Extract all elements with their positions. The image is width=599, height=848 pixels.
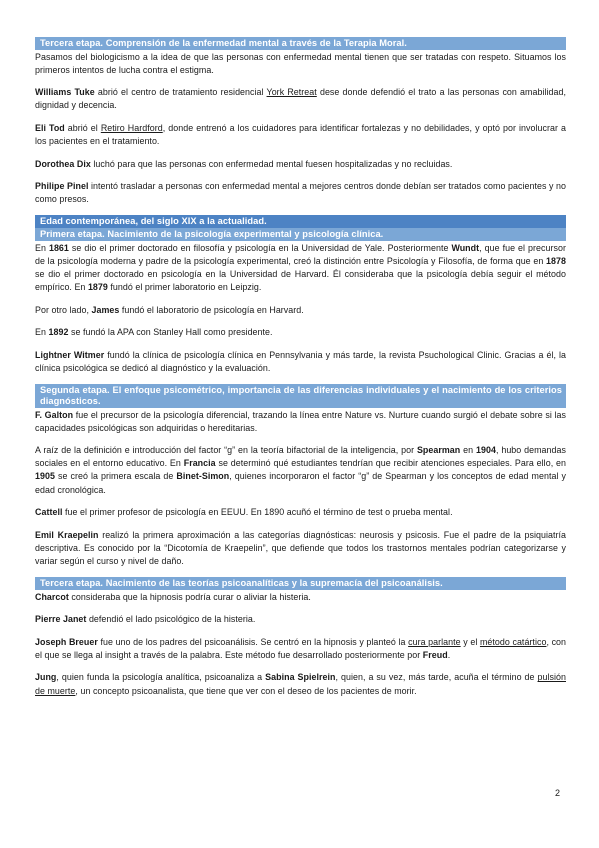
paragraph bbox=[35, 180, 566, 206]
year: 1879 bbox=[87, 282, 108, 293]
paragraph-text: en bbox=[460, 445, 476, 456]
paragraph bbox=[35, 636, 566, 662]
heading-block bbox=[35, 384, 566, 408]
page-content bbox=[35, 37, 566, 698]
person-name: Sabina Spielrein bbox=[265, 672, 336, 683]
person-name: Wundt bbox=[451, 242, 480, 253]
paragraph-text: intentó trasladar a personas con enfermedad mental a mejores centros donde debían ser tratados como pacientes y no como presos. bbox=[35, 181, 567, 205]
paragraph bbox=[35, 529, 566, 568]
paragraph bbox=[35, 613, 566, 626]
person-name: Eli Tod bbox=[35, 122, 65, 133]
paragraph-text: fue el precursor de la psicología diferencial, trazando la línea entre Nature vs. Nurture cuando surgió el debate sobre si las capacidades psicológicas son adquiridas o hereditarias. bbox=[35, 409, 566, 433]
paragraph bbox=[35, 506, 566, 519]
paragraph-text: fundó el laboratorio de psicología en Harvard. bbox=[119, 304, 304, 315]
paragraph bbox=[35, 326, 566, 339]
paragraph-text: realizó la primera aproximación a las categorías diagnósticas: neurosis y psicosis. Fue el padre de la psiquiatría descriptiva. Es conocido por la “Dicotomía de Kraepelin”, que defiende que todos los trastornos mentales podrían categorizarse y variar según el curso y nivel de daño. bbox=[35, 529, 566, 566]
era-heading: Edad contemporánea, del siglo XIX a la actualidad. bbox=[35, 215, 566, 228]
person-name: Lightner Witmer bbox=[35, 349, 105, 360]
paragraph-text: se dio el primer doctorado en psicología en la Universidad de Harvard. Él consideraba que la psicología debía seguir el método empírico. En bbox=[35, 269, 566, 293]
paragraph-text: abrió el bbox=[64, 122, 101, 133]
underlined-term: cura parlante bbox=[408, 636, 461, 647]
paragraph-text: En bbox=[35, 327, 49, 338]
paragraph-text: , quienes incorporaron el factor “g” de Spearman y los conceptos de edad mental y edad cronológica. bbox=[35, 471, 566, 495]
person-name: Freud bbox=[422, 649, 448, 660]
paragraph-text: defendió el lado psicológico de la histeria. bbox=[86, 614, 256, 625]
year: 1892 bbox=[48, 327, 69, 338]
paragraph-text: abrió el centro de tratamiento residencial bbox=[94, 87, 267, 98]
person-name: Philipe Pinel bbox=[35, 181, 89, 192]
paragraph-text: A raíz de la definición e introducción del factor “g” en la teoría bifactorial de la inteligencia, por bbox=[35, 445, 417, 456]
person-name: Williams Tuke bbox=[35, 87, 95, 98]
person-name: Jung bbox=[35, 672, 57, 683]
person-name: Cattell bbox=[35, 507, 63, 518]
paragraph bbox=[35, 304, 566, 317]
paragraph bbox=[35, 122, 566, 148]
section-heading: Tercera etapa. Nacimiento de las teorías psicoanalíticas y la supremacía del psicoanálisis. bbox=[35, 577, 566, 590]
paragraph-text: , hubo demandas sociales en el entorno educativo. En bbox=[35, 445, 566, 469]
place-name: Francia bbox=[183, 458, 216, 469]
person-name: F. Galton bbox=[35, 409, 74, 420]
paragraph bbox=[35, 444, 566, 496]
paragraph-text: Pasamos del biologicismo a la idea de que las personas con enfermedad mental tienen que ser tratadas con respeto. Situamos los primeros intentos de lucha contra el estigma. bbox=[35, 51, 566, 75]
paragraph-text: fundó la clínica de psicología clínica en Pennsylvania y más tarde, la revista Psuchological Clinic. Gracias a él, la clínica psicológica se dedicó al diagnóstico y la evaluación. bbox=[35, 349, 566, 373]
section-heading: Segunda etapa. El enfoque psicométrico, importancia de las diferencias individuales y el nacimiento de los criterios diagnósticos. bbox=[35, 384, 566, 408]
paragraph bbox=[35, 86, 566, 112]
heading-block bbox=[35, 215, 566, 241]
paragraph-text: dese donde defendió el trato a las personas con amabilidad, dignidad y decencia. bbox=[35, 87, 566, 111]
year: 1905 bbox=[35, 471, 55, 482]
paragraph-text: luchó para que las personas con enfermedad mental fuesen hospitalizadas y no recluidas. bbox=[90, 158, 453, 169]
section-heading: Tercera etapa. Comprensión de la enfermedad mental a través de la Terapia Moral. bbox=[35, 37, 566, 50]
underlined-term: York Retreat bbox=[266, 87, 317, 98]
paragraph-text: En bbox=[35, 242, 49, 253]
underlined-term: Retiro Hardford bbox=[100, 122, 163, 133]
person-name: Charcot bbox=[35, 591, 69, 602]
year: 1861 bbox=[48, 242, 69, 253]
paragraph bbox=[35, 671, 566, 697]
page-number: 2 bbox=[555, 788, 561, 798]
person-name: James bbox=[91, 304, 120, 315]
paragraph-text: . bbox=[447, 649, 451, 660]
paragraph-text: , quien, a su vez, más tarde, acuña el término de bbox=[335, 672, 538, 683]
paragraph bbox=[35, 158, 566, 171]
paragraph-text: fundó el primer laboratorio en Leipzig. bbox=[107, 282, 262, 293]
person-name: Spearman bbox=[416, 445, 461, 456]
paragraph bbox=[35, 242, 566, 294]
paragraph-text: se creó la primera escala de bbox=[54, 471, 177, 482]
paragraph-text: , que fue el precursor de la psicología moderna y padre de la psicología experimental, creó la distinción entre Psicología y Filosofía, de forma que en bbox=[35, 242, 566, 266]
paragraph-text: y el bbox=[460, 636, 480, 647]
paragraph-text: , un concepto psicoanalista, que tiene que ver con el deseo de los pacientes de morir. bbox=[75, 685, 417, 696]
paragraph-text: se fundó la APA con Stanley Hall como presidente. bbox=[68, 327, 273, 338]
paragraph-text: se determinó qué estudiantes tendrían que recibir atenciones especiales. Para ello, en bbox=[215, 458, 566, 469]
paragraph-text: Por otro lado, bbox=[35, 304, 92, 315]
paragraph-text: , con el que se llega al insight a través de la palabra. Este método fue desarrollado posteriormente por bbox=[35, 636, 567, 660]
year: 1878 bbox=[546, 255, 566, 266]
person-name: Emil Kraepelin bbox=[35, 529, 99, 540]
person-name: Pierre Janet bbox=[35, 614, 87, 625]
heading-block bbox=[35, 577, 566, 590]
paragraph bbox=[35, 409, 566, 435]
section-heading: Primera etapa. Nacimiento de la psicología experimental y psicología clínica. bbox=[35, 228, 566, 241]
paragraph bbox=[35, 51, 566, 77]
paragraph bbox=[35, 349, 566, 375]
paragraph-text: , quien funda la psicología analítica, psicoanaliza a bbox=[56, 672, 266, 683]
person-name: Dorothea Dix bbox=[35, 158, 91, 169]
underlined-term: método catártico bbox=[479, 636, 547, 647]
paragraph-text: , donde entrenó a los cuidadores para identificar fortalezas y no debilidades, y optó por involucrar a los pacientes en el tratamiento. bbox=[35, 122, 567, 146]
paragraph bbox=[35, 591, 566, 604]
paragraph-text: fue el primer profesor de psicología en EEUU. En 1890 acuñó el término de test o prueba mental. bbox=[62, 507, 453, 518]
person-name: Binet-Simon bbox=[176, 471, 230, 482]
paragraph-text: fue uno de los padres del psicoanálisis. Se centró en la hipnosis y planteó la bbox=[97, 636, 409, 647]
year: 1904 bbox=[476, 445, 496, 456]
underlined-term: pulsión de muerte bbox=[35, 672, 566, 696]
paragraph-text: consideraba que la hipnosis podría curar o aliviar la histeria. bbox=[68, 591, 311, 602]
person-name: Joseph Breuer bbox=[35, 636, 98, 647]
paragraph-text: se dio el primer doctorado en filosofía y psicología en la Universidad de Yale. Posteriormente bbox=[68, 242, 452, 253]
